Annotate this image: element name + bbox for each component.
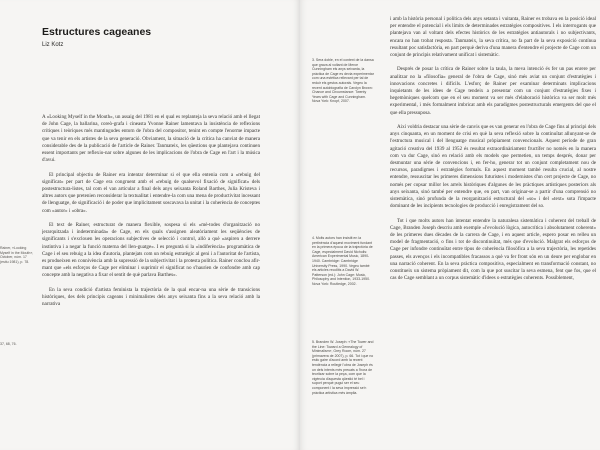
- paragraph: En la seva condició d'artista feminista la trajectòria de la qual encar-na una sèrie de transicions històriques, des dels principis cageans i minimalistes dels anys seixanta fins a la seva relació amb la narrativa: [42, 286, 260, 308]
- right-page: [300, 0, 600, 450]
- paragraph: A «Looking Myself in the Mouth», un assaig del 1981 en el qual es replanteja la seva relació amb el llegat de John Cage, la ballarina, coreò-grafa i cineasta Yvonne Rainer lamentava la insistència de reflexions crítiques i teòriques més mantingudes entorn de l'obra del compositor, tenint en compte l'enorme impacte que va tenir en els artistes de la seva generació. Obviament, la situació de la crítica ha canviat de manera considerable des de la publicació de l'article de Rainer. Tanmateix, les qüestions que plantejava continuen essent importants per reflexio-nar sobre algunes de les implicacions de l'obra de Cage en l'art i la música d'avui.: [42, 114, 260, 164]
- footnote: 4. Molts autors han insistit en la pertinència d'aquest moviment fundant en la primera època de la trajectòria de Cage, especialment David Nicholls: American Experimental Music, 1890-1940. Cambridge: Cambridge University Press, 1990. Vegeu també els articles recollits a David W. Patterson (ed.): John Cage: Music, Philosophy and Intention, 1933-1950. Nova York: Routledge, 2002.: [312, 236, 373, 286]
- paragraph: Tot i que molts autors han intentat entendre la naturalesa sistemàtica i coherent del treball de Cage, Branden Joseph descriu amb exemple «l'evolució lògica, autocrítica i absolutament coherent» de les primeres dues dècades de la carrera de Cage, i en aquest article, espero posar en relleu un model de fragmentació, o fins i tot de discontinuïtat, més que d'evolució. Malgrat els esforços de Cage per infondre continuïtat entre tipus de coherència filosòfica a la seva trajectòria, les repetides passes, els avenços i els incompatibles fracassos a què va fer front són en un deure per englobar en una narració coherent. En la seva pràctica compositiva, especialment en transformació constant, no constitueix un sistema pròpiament dit, com la que pot suscitar la seva esmena, fent que fos, que el cas de Cage semblant a un corpus sistemàtic d'idees o estratègies coherents. Possiblement,: [390, 217, 596, 282]
- author-name: Liz Kotz: [42, 42, 64, 48]
- paragraph: El text de Rainer, estructurat de manera flexible, sospesa si els «mè-todes d'organització no jerarquitzada i indeterminada» de Cage, en els quals s'assignen aleatòriament les seqüències de significants i s'exclouen les operacions subjectives de selecció i control, allò a què «aspiren a derrere instintiva i a negar la funció materna del llen-guatge». I es preguntà si la «indiferència» programàtica de Cage i el seu rebuig a la idea d'autoria, plantejats com un rebuig estratègic al geni i a l'autoritat de l'artista, es produeixen en connivència amb la supressió de la subjectivitat i la protesta política. Rainer conclou afir-mant que «els esforços de Cage per eliminar i suprimir el significat no s'haurien de confondre amb cap concepte amb la negativa a fixar el sentit de què parlava Barthes».: [42, 222, 260, 279]
- page-title: Estructures cageanes: [42, 26, 152, 38]
- body-text-left: [42, 114, 260, 444]
- paragraph: Així voldria destacar una sèrie de canvis que es van generar en l'obra de Cage fins al principi dels anys cinquanta, en un moment de crisi en què la seva reflexió sobre la continuïtat allunyant-se de l'estructura musical i del llenguatge musical pròpiament convencionals. Aquest període de gran agitació creativa del 1939 al 1952 és resultat extraordinàriament fructífer no només en la manera com va dur Cage, sinó en relació amb els models que permetien, un temps després, donar per desmuntar una sèrie de convencions i, en fer-ho, generar tot un conjunt completament nou de recursos, paradigmes i estratègies formals. En aquest moment també resulta crucial, al nostre entendre, ressuscitar les primeres dimensions futuristes i modernistes d'un cert projecte de Cage, no només per copsar millor les arrels històriques d'algunes de les pràctiques artístiques posteriors als anys seixanta, sinó també per entendre que, en part, van originar-se a partir d'una comprensió no sistemàtica, sinó profunda de la reorganització estructural del «so» i del «text» sota l'impacte dominant de les incipients tecnologies de producció i enregistrament del so.: [390, 124, 596, 210]
- footnote: 5. Branden W. Joseph: «The Tower and the Line: Toward a Genealogy of Minimalism», Grey Room, núm. 27 (primavera de 2007), p. 66. Tot i que no estic gaire d'acord amb la recent tendència a rellegir l'obra de Joseph és un dels intents més preuats a l'hora de teoritzar sobre la peça, com que la vigència d'aquesta qüestió té bel i suport perquè pugui ser el seu component i la seva impressió se'n pràctica artística més àmplia.: [312, 340, 374, 395]
- margin-note: 37, 68, 76.: [0, 342, 17, 346]
- margin-note: Rainer, «Looking Myself in the Mouth», October, núm. 17 (estiu 1981), p. 78.: [0, 246, 34, 264]
- paragraph: El principal objectiu de Rainer era intentar determinar si el que ella entenia com a «rebuig del significat» per part de Cage era congruent amb el «rebuig de qualsevol fixació de significat» dels postestructura-listes, tal com el van articular a final dels anys seixanta Roland Barthes, Julia Kristeva i altres autors que pretenien reconsiderar la textualitat i entendre-la com una mena de productivitat incessant de llenguatge, de significació i de poder que implicitament soscavava la unitat i la coherència de conceptes com «autor» i «obra».: [42, 171, 260, 214]
- body-text-right: [390, 16, 596, 442]
- paragraph: i amb la història personal i política dels anys setanta i vuitanta, Rainer es trobava en la posició ideal per entendre el potencial i els límits de determinades estratègies compositives. I els interrogants que plantejava van al voltant dels efectes històrics de les estratègies antiautorals i no subjectivants, encara no han trobat resposta. Tanmateix, la seva crítica, no fa part de la seva exposició contínua resultant poc satisfactòria, en part perquè deriva d'una manera d'entendre el projecte de Cage com un conjunt de principis relativament unificat i sistemàtic.: [390, 16, 596, 59]
- footnote: 3. Sera doble, en el context de la dansa que grava al voltant de Merce Cunningham els anys seixanta, la pràctica de Cage es devia experimentar com una estètica rellevant per tal de reduir els gestos autorals. Vegeu la recent autobiografia de Carolyn Brown: Chance and Circumstance: Twenty Years with Cage and Cunningham. Nova York: Knopf, 2007.: [312, 58, 374, 104]
- paragraph: Després de posar la crítica de Rainer sobre la taula, la meva intenció és fer un pas enrere per analitzar no la «filosofia» general de l'obra de Cage, sinó més aviat un conjunt d'estratègies i innovacions concretes i difícils. L'esforç de Rainer per examinar determinats implicacions inquietants de les idees de Cage tendeix a presentar com un conjunt d'estratègies fixes i hegemòniques quelcom que en el seu moment va ser més d'elaboració històrica va ser molt més experimental, i més formalment imbricat amb els paradigmes postestructurals emergents del que el que ella pressuposa.: [390, 66, 596, 116]
